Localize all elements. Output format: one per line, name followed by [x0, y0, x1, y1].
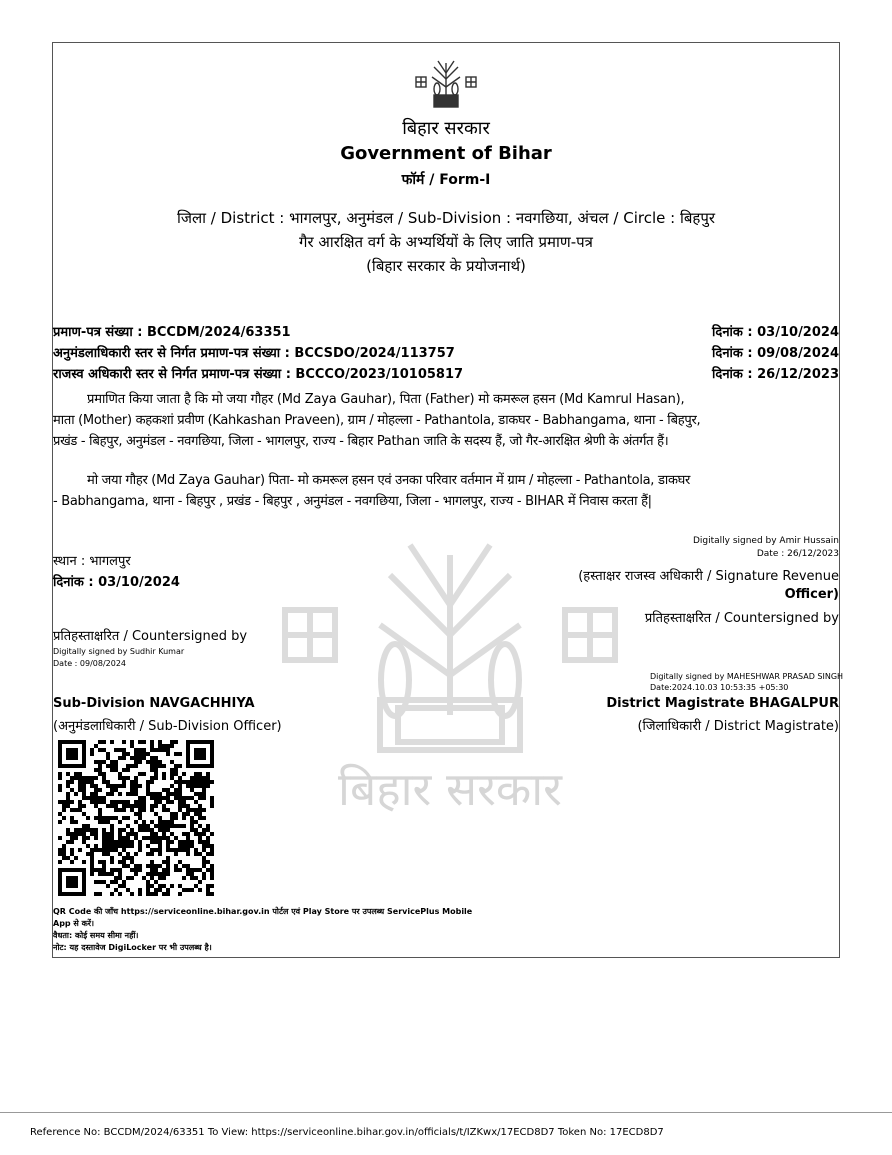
qr-code[interactable]: [58, 740, 214, 896]
footer-divider: [0, 1112, 892, 1113]
sdo-signed-by: Digitally signed by Sudhir Kumar: [53, 647, 185, 656]
body-paragraph-2-line-1: मो जया गौहर (Md Zaya Gauhar) पिता- मो कमरूल हसन एवं उनका परिवार वर्तमान में ग्राम / मोहल्ला - Pathantola, डाकघर: [87, 473, 691, 488]
qr-note-line-1: QR Code की जाँच https://serviceonline.bihar.gov.in पोर्टल एवं Play Store पर उपलब्ध ServicePlus Mobile: [53, 907, 473, 916]
form-label: फॉर्म / Form-I: [401, 172, 491, 188]
place-label: स्थान : भागलपुर: [53, 554, 131, 569]
district-line: जिला / District : भागलपुर, अनुमंडल / Sub-Division : नवगछिया, अंचल / Circle : बिहपुर: [176, 209, 716, 227]
state-name-hindi: बिहार सरकार: [402, 118, 490, 139]
certificate-title: गैर आरक्षित वर्ग के अभ्यर्थियों के लिए जाति प्रमाण-पत्र: [299, 233, 593, 251]
dm-signed-by: Digitally signed by MAHESHWAR PRASAD SINGH: [650, 672, 844, 681]
body-paragraph-1-line-1: प्रमाणित किया जाता है कि मो जया गौहर (Md Zaya Gauhar), पिता (Father) मो कमरूल हसन (Md Kamrul Hasan),: [87, 392, 685, 407]
ref-date-3: दिनांक : 26/12/2023: [712, 367, 839, 382]
qr-note-line-4: नोट: यह दस्तावेज DigiLocker पर भी उपलब्ध है।: [53, 943, 212, 952]
dm-role: (जिलाधिकारी / District Magistrate): [637, 719, 839, 734]
qr-note-line-3: वैधता: कोई समय सीमा नहीं।: [53, 931, 139, 940]
sdo-title: Sub-Division NAVGACHHIYA: [53, 696, 255, 711]
revenue-officer-signed-by: Digitally signed by Amir Hussain: [692, 536, 839, 546]
sdo-signed-date: Date : 09/08/2024: [53, 659, 127, 668]
dm-title: District Magistrate BHAGALPUR: [606, 696, 839, 711]
ref-date-2: दिनांक : 09/08/2024: [712, 346, 839, 361]
certificate-purpose: (बिहार सरकार के प्रयोजनार्थ): [366, 257, 526, 275]
sdo-role: (अनुमंडलाधिकारी / Sub-Division Officer): [53, 719, 282, 734]
body-paragraph-1-line-3: प्रखंड - बिहपुर, अनुमंडल - नवगछिया, जिला - भागलपुर, राज्य - बिहार Pathan जाति के सदस्य हैं, जो गैर-आरक्षित श्रेणी के अंतर्गत हैं।: [53, 434, 669, 449]
bihar-emblem-icon: [414, 55, 478, 111]
sdo-countersigned: प्रतिहस्ताक्षरित / Countersigned by: [53, 629, 248, 644]
revenue-officer-sig-line-2: Officer): [784, 587, 839, 602]
watermark-text: बिहार सरकार: [338, 762, 562, 816]
body-paragraph-2-line-2: - Babhangama, थाना - बिहपुर , प्रखंड - बिहपुर , अनुमंडल - नवगछिया, जिला - भागलपुर, राज्य - BIHAR में निवास करता हैं|: [53, 494, 652, 509]
revenue-officer-signed-date: Date : 26/12/2023: [756, 549, 839, 559]
revenue-officer-countersigned: प्रतिहस्ताक्षरित / Countersigned by: [644, 611, 839, 626]
place-date: दिनांक : 03/10/2024: [53, 575, 180, 590]
footer-reference: Reference No: BCCDM/2024/63351 To View: https://serviceonline.bihar.gov.in/officials/t/IZKwx/17ECD8D7 Token No: 17ECD8D7: [30, 1127, 664, 1138]
ref-date-1: दिनांक : 03/10/2024: [712, 325, 839, 340]
state-name-english: Government of Bihar: [340, 143, 552, 164]
qr-note-line-2: App से करें।: [53, 919, 95, 928]
revenue-officer-sig-line-1: (हस्ताक्षर राजस्व अधिकारी / Signature Revenue: [578, 569, 839, 584]
revenue-officer-signature-label: [578, 566, 839, 584]
ref-number-2: अनुमंडलाधिकारी स्तर से निर्गत प्रमाण-पत्र संख्या : BCCSDO/2024/113757: [53, 346, 455, 361]
body-paragraph-1-line-2: माता (Mother) कहकशां प्रवीण (Kahkashan Praveen), ग्राम / मोहल्ला - Pathantola, डाकघर - Babhangama, थाना - बिहपुर,: [53, 413, 701, 428]
ref-number-3: राजस्व अधिकारी स्तर से निर्गत प्रमाण-पत्र संख्या : BCCCO/2023/10105817: [53, 367, 464, 382]
ref-number-1: प्रमाण-पत्र संख्या : BCCDM/2024/63351: [53, 325, 291, 340]
dm-signed-date: Date:2024.10.03 10:53:35 +05:30: [650, 683, 789, 692]
watermark-emblem: [270, 515, 630, 825]
